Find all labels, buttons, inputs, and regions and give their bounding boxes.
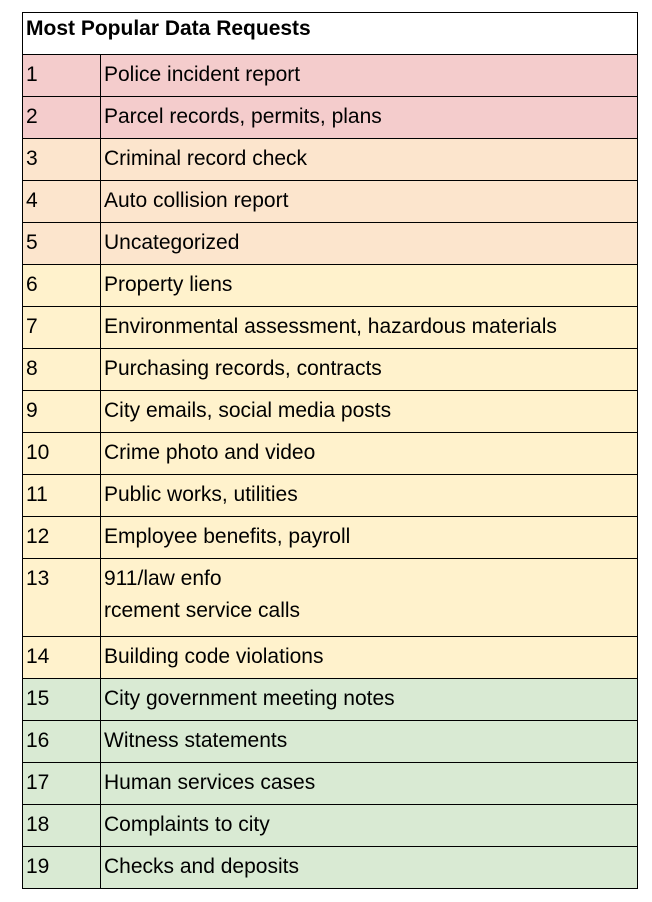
table-title-row (23, 13, 638, 55)
rank-cell: 9 (23, 391, 101, 433)
request-label-cell (101, 763, 638, 805)
request-label: Purchasing records, contracts (104, 357, 382, 380)
rank-cell: 19 (23, 847, 101, 889)
request-label: Complaints to city (104, 813, 270, 836)
table-row (23, 181, 638, 223)
request-label-cell (101, 679, 638, 721)
rank-cell: 12 (23, 517, 101, 559)
rank-cell: 4 (23, 181, 101, 223)
request-label: Witness statements (104, 729, 288, 752)
request-label: Uncategorized (104, 231, 240, 254)
table-row (23, 265, 638, 307)
table-row (23, 559, 638, 637)
rank-cell: 15 (23, 679, 101, 721)
rank-cell: 7 (23, 307, 101, 349)
table-row (23, 805, 638, 847)
table-row (23, 223, 638, 265)
table-row (23, 349, 638, 391)
rank-cell: 2 (23, 97, 101, 139)
request-label-cell (101, 559, 638, 637)
request-label-cell (101, 97, 638, 139)
rank-cell: 17 (23, 763, 101, 805)
rank-cell: 5 (23, 223, 101, 265)
request-label-cell (101, 847, 638, 889)
request-label: Property liens (104, 273, 233, 296)
request-label-cell (101, 265, 638, 307)
request-label: City government meeting notes (104, 687, 395, 710)
request-label-cell (101, 139, 638, 181)
table-row (23, 721, 638, 763)
request-label: Public works, utilities (104, 483, 298, 506)
rank-cell: 16 (23, 721, 101, 763)
rank-cell: 1 (23, 55, 101, 97)
rank-cell: 11 (23, 475, 101, 517)
request-label-cell (101, 181, 638, 223)
request-label: Checks and deposits (104, 855, 299, 878)
table-row (23, 517, 638, 559)
request-label-cell (101, 805, 638, 847)
request-label-cell (101, 349, 638, 391)
request-label: Criminal record check (104, 147, 308, 170)
request-label: Human services cases (104, 771, 316, 794)
request-label: City emails, social media posts (104, 399, 392, 422)
request-label: Building code violations (104, 645, 324, 668)
request-label-cell (101, 433, 638, 475)
table-title: Most Popular Data Requests (23, 13, 638, 55)
table-row (23, 475, 638, 517)
popular-requests-table (22, 12, 638, 889)
table-row (23, 307, 638, 349)
rank-cell: 6 (23, 265, 101, 307)
request-label-continued: rcement service calls (104, 599, 301, 622)
request-label: Employee benefits, payroll (104, 525, 351, 548)
rank-cell: 10 (23, 433, 101, 475)
request-label: Crime photo and video (104, 441, 316, 464)
request-label-cell (101, 517, 638, 559)
request-label-cell (101, 637, 638, 679)
rank-cell: 18 (23, 805, 101, 847)
table-row (23, 139, 638, 181)
request-label-cell (101, 475, 638, 517)
rank-cell: 3 (23, 139, 101, 181)
request-label-cell (101, 391, 638, 433)
request-label: 911/law enfo (104, 567, 222, 590)
table-body (23, 13, 638, 889)
table-row (23, 679, 638, 721)
request-label-cell (101, 223, 638, 265)
rank-cell: 13 (23, 559, 101, 637)
rank-cell: 8 (23, 349, 101, 391)
request-label: Auto collision report (104, 189, 289, 212)
request-label: Environmental assessment, hazardous materials (104, 315, 557, 338)
table-row (23, 97, 638, 139)
table-row (23, 433, 638, 475)
table-row (23, 55, 638, 97)
request-label-cell (101, 307, 638, 349)
request-label-cell (101, 721, 638, 763)
rank-cell: 14 (23, 637, 101, 679)
table-row (23, 847, 638, 889)
request-label: Police incident report (104, 63, 301, 86)
table-row (23, 391, 638, 433)
table-row (23, 637, 638, 679)
request-label: Parcel records, permits, plans (104, 105, 382, 128)
request-label-cell (101, 55, 638, 97)
table-row (23, 763, 638, 805)
